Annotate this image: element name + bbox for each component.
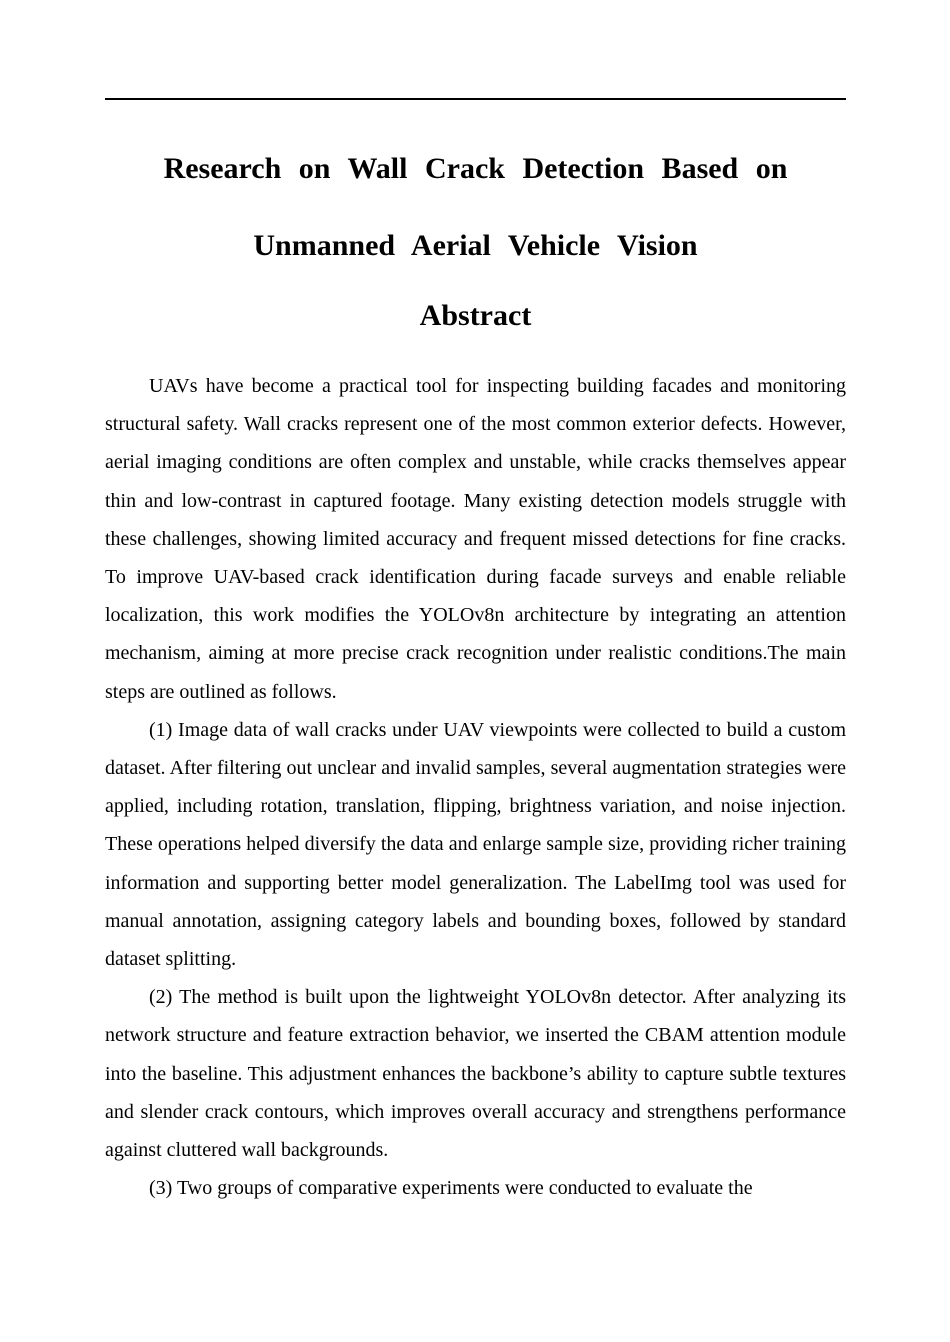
abstract-paragraph-1: UAVs have become a practical tool for inspecting building facades and monitoring structural safety. Wall cracks represent one of the most common exterior defects. However, aerial imaging conditions are often complex and unstable, while cracks themselves appear thin and low-contrast in captured footage. Many existing detection models struggle with these challenges, showing limited accuracy and frequent missed detections for fine cracks. To improve UAV-based crack identification during facade surveys and enable reliable localization, this work modifies the YOLOv8n architecture by integrating an attention mechanism, aiming at more precise crack recognition under realistic conditions.The main steps are outlined as follows. [105, 375, 846, 703]
abstract-body [105, 367, 846, 1207]
abstract-paragraph-4: (3) Two groups of comparative experiments were conducted to evaluate the [149, 1177, 753, 1200]
abstract-paragraph-2: (1) Image data of wall cracks under UAV viewpoints were collected to build a custom dataset. After filtering out unclear and invalid samples, several augmentation strategies were applied, including rotation, translation, flipping, brightness variation, and noise injection. These operations helped diversify the data and enlarge sample size, providing richer training information and supporting better model generalization. The LabelImg tool was used for manual annotation, assigning category labels and bounding boxes, followed by standard dataset splitting. [105, 718, 846, 971]
abstract-heading: Abstract [419, 299, 532, 332]
abstract-paragraph-3: (2) The method is built upon the lightweight YOLOv8n detector. After analyzing its network structure and feature extraction behavior, we inserted the CBAM attention module into the baseline. This adjustment enhances the backbone’s ability to capture subtle textures and slender crack contours, which improves overall accuracy and strengthens performance against cluttered wall backgrounds. [105, 986, 846, 1162]
title-line-1: Research on Wall Crack Detection Based on [163, 152, 788, 185]
paper-title [105, 130, 846, 284]
top-rule [105, 98, 846, 100]
title-line-2: Unmanned Aerial Vehicle Vision [253, 229, 698, 262]
